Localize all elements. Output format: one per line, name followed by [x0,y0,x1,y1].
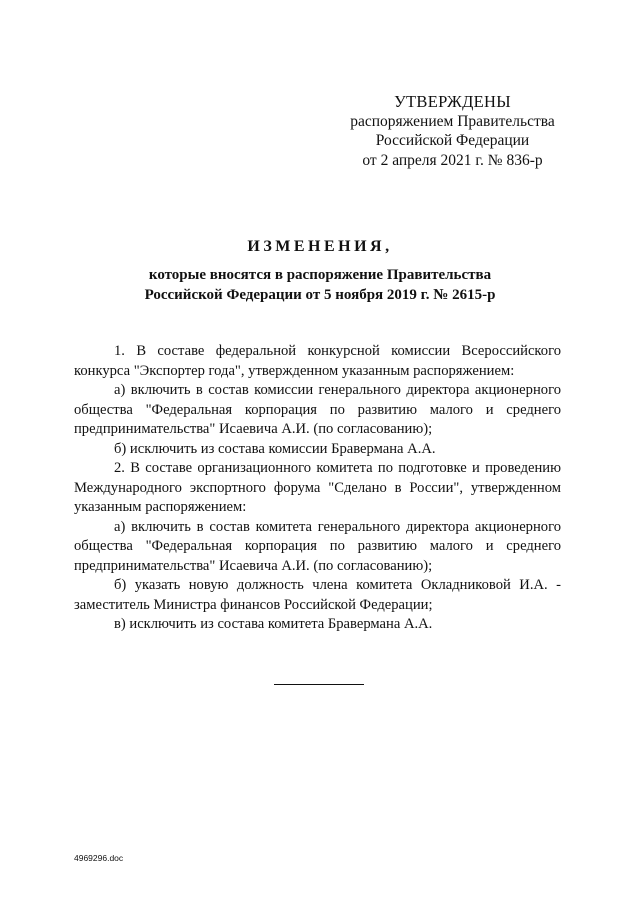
end-divider [274,684,364,685]
paragraph-1a: а) включить в состав комиссии генерального директора акционерного общества "Федеральная корпорация по развитию малого и среднего предпринимательства" Исаевича А.И. (по согласованию); [74,382,561,437]
document-title: ИЗМЕНЕНИЯ, [247,238,393,255]
subtitle-line-2: Российской Федерации от 5 ноября 2019 г. № 2615-р [144,286,496,303]
approval-line-3: от 2 апреля 2021 г. № 836-р [362,151,543,169]
paragraph-2c: в) исключить из состава комитета Бравермана А.А. [114,616,433,632]
approval-line-1: распоряжением Правительства [350,112,555,130]
subtitle-line-1: которые вносятся в распоряжение Правительства [148,267,492,283]
paragraph-2a: а) включить в состав комитета генерального директора акционерного общества "Федеральная корпорация по развитию малого и среднего предпринимательства" Исаевича А.И. (по согласованию); [74,518,561,574]
paragraph-2b: б) указать новую должность члена комитета Окладниковой И.А. - заместитель Министра финансов Российской Федерации; [74,577,561,613]
paragraph-2: 2. В составе организационного комитета по подготовке и проведению Международного экспортного форума "Сделано в России", утвержденном указанным распоряжением: [74,460,561,515]
approval-block [335,92,570,170]
approval-line-2: Российской Федерации [375,132,530,149]
document-body [74,342,561,635]
approval-heading: УТВЕРЖДЕНЫ [394,92,511,111]
paragraph-1b: б) исключить из состава комиссии Бравермана А.А. [114,440,436,457]
document-subtitle [80,266,560,305]
paragraph-1: 1. В составе федеральной конкурсной комиссии Всероссийского конкурса "Экспортер года", утвержденном указанным распоряжением: [74,343,561,379]
footer-filename: 4969296.doc [74,853,124,863]
